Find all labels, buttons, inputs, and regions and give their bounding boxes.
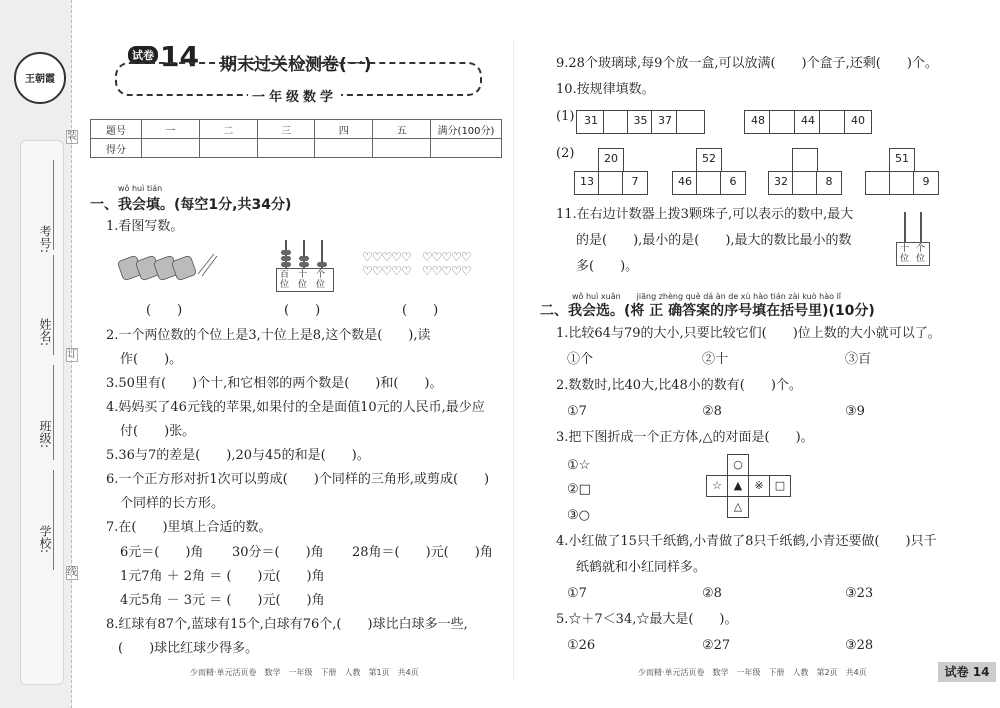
pattern-box: 37 — [651, 110, 679, 134]
score-input[interactable] — [142, 139, 200, 158]
q11-line3: 多( )。 — [576, 259, 639, 274]
subtitle: 一年级数学 — [248, 86, 341, 105]
score-row — [91, 139, 502, 158]
hearts-image: ♡♡♡♡♡ ♡♡♡♡♡ ♡♡♡♡♡ ♡♡♡♡♡ — [362, 250, 471, 278]
q5-text: 5.36与7的差是( ),20与45的和是( )。 — [106, 448, 370, 463]
logo-text: 王朝霞 — [25, 74, 55, 85]
score-input[interactable] — [257, 139, 315, 158]
exam-no-line — [53, 160, 54, 250]
exam-number: 14 — [160, 40, 199, 73]
s3-text: 3.把下图折成一个正方体,△的对面是( )。 — [556, 430, 814, 445]
net-cell: □ — [769, 475, 791, 497]
q7-item: 30分＝( )角 — [232, 545, 324, 560]
q7-item: 1元7角 ＋ 2角 ＝ ( )元( )角 — [120, 569, 325, 584]
s4-option[interactable]: ③23 — [845, 586, 874, 601]
s1-text: 1.比较64与79的大小,只要比较它们( )位上数的大小就可以了。 — [556, 326, 941, 341]
pattern-top: 51 — [889, 148, 915, 172]
section1-pinyin: wǒ huì tián — [118, 184, 163, 193]
score-cell: 题号 — [91, 120, 142, 139]
q7-item: 4元5角 － 3元 ＝ ( )元( )角 — [120, 593, 325, 608]
abacus-label: 个 — [316, 270, 326, 280]
pattern-box: 44 — [794, 110, 822, 134]
pattern-top: 20 — [598, 148, 624, 172]
q3-text: 3.50里有( )个十,和它相邻的两个数是( )和( )。 — [106, 376, 443, 391]
pattern-right: 9 — [913, 171, 939, 195]
score-input[interactable] — [315, 139, 373, 158]
score-input[interactable] — [431, 139, 502, 158]
q1-blank[interactable]: ( ) — [284, 303, 321, 318]
pattern-box[interactable] — [676, 110, 703, 134]
cut-mark-bot: 线 — [67, 567, 77, 578]
s3-option[interactable]: ①☆ — [567, 458, 591, 473]
section2-heading: 二、我会选。(将 正 确答案的序号填在括号里)(10分) — [540, 303, 875, 319]
q10-1-label: (1) — [556, 109, 575, 124]
score-cell: 二 — [199, 120, 257, 139]
pattern-box: 48 — [744, 110, 772, 134]
q11-line1: 11.在右边计数器上拨3颗珠子,可以表示的数中,最大 — [556, 207, 854, 222]
q4-line2: 付( )张。 — [120, 424, 196, 439]
class-label: 班级: — [38, 420, 52, 449]
stick-bundles-image — [118, 244, 218, 284]
s1-option[interactable]: ②十 — [702, 352, 729, 367]
s3-option[interactable]: ②□ — [567, 482, 591, 497]
s4-line1: 4.小红做了15只千纸鹤,小青做了8只千纸鹤,小青还要做( )只千 — [556, 534, 937, 549]
q7-text: 7.在( )里填上合适的数。 — [106, 520, 272, 535]
name-label: 姓名: — [38, 318, 52, 347]
s2-option[interactable]: ①7 — [567, 404, 587, 419]
pattern-left[interactable] — [865, 171, 891, 195]
pattern-right: 7 — [622, 171, 648, 195]
score-cell: 三 — [257, 120, 315, 139]
s4-option[interactable]: ②8 — [702, 586, 722, 601]
score-cell: 满分(100分) — [431, 120, 502, 139]
page-title: 期末过关检测卷(一) — [220, 55, 372, 75]
pattern-right: 8 — [816, 171, 842, 195]
pattern-top[interactable] — [792, 148, 818, 172]
dashed-cut-line — [71, 0, 72, 708]
score-header-row — [91, 120, 502, 139]
q4-line1: 4.妈妈买了46元钱的苹果,如果付的全是面值10元的人民币,最少应 — [106, 400, 485, 415]
student-info-panel — [20, 140, 64, 685]
s2-option[interactable]: ③9 — [845, 404, 865, 419]
net-cell: ☆ — [706, 475, 728, 497]
pattern-box: 31 — [576, 110, 606, 134]
pattern-box[interactable] — [819, 110, 847, 134]
net-cell: ○ — [727, 454, 749, 476]
pattern-mid[interactable] — [889, 171, 915, 195]
q2-line1: 2.一个两位数的个位上是3,十位上是8,这个数是( ),读 — [106, 328, 431, 343]
s4-option[interactable]: ①7 — [567, 586, 587, 601]
q1-blank[interactable]: ( ) — [146, 303, 183, 318]
q11-line2: 的是( ),最小的是( ),最大的数比最小的数 — [576, 233, 852, 248]
s5-text: 5.☆＋7＜34,☆最大是( )。 — [556, 612, 738, 627]
logo — [14, 52, 66, 104]
score-input[interactable] — [199, 139, 257, 158]
exam-tag: 试卷 14 — [938, 662, 996, 682]
q6-line2: 个同样的长方形。 — [120, 496, 225, 511]
pattern-box[interactable] — [700, 110, 705, 134]
score-input[interactable] — [373, 139, 431, 158]
q8-line2: ( )球比红球少得多。 — [118, 641, 259, 656]
net-cell: ※ — [748, 475, 770, 497]
abacus-place: 位 — [280, 280, 290, 290]
exam-no-label: 考号: — [38, 225, 52, 254]
section1-heading: 一、我会填。(每空1分,共34分) — [90, 197, 292, 213]
pattern-top: 52 — [696, 148, 722, 172]
q1-text: 1.看图写数。 — [106, 219, 184, 234]
q7-item: 6元＝( )角 — [120, 545, 204, 560]
pattern-box: 35 — [627, 110, 654, 134]
s5-option[interactable]: ②27 — [702, 638, 731, 653]
cut-mark-top: 装 — [67, 131, 77, 142]
counter-place: 位 — [900, 254, 910, 264]
net-cell: ▲ — [727, 475, 749, 497]
pattern-mid[interactable] — [696, 171, 722, 195]
school-line — [53, 470, 54, 570]
pattern-box[interactable] — [603, 110, 630, 134]
score-cell: 得分 — [91, 139, 142, 158]
exam-badge: 试卷 — [128, 46, 158, 64]
pattern-box[interactable] — [769, 110, 797, 134]
abacus-image — [276, 240, 332, 290]
class-line — [53, 365, 54, 460]
s2-option[interactable]: ②8 — [702, 404, 722, 419]
pattern-right: 6 — [720, 171, 746, 195]
s1-option[interactable]: ③百 — [845, 352, 872, 367]
section2-pinyin: wǒ huì xuǎn jiāng zhèng què dá àn de xù hào tián zài kuò hào lǐ — [572, 292, 842, 301]
score-cell: 五 — [373, 120, 431, 139]
score-cell: 一 — [142, 120, 200, 139]
q9-text: 9.28个玻璃球,每9个放一盒,可以放满( )个盒子,还剩( )个。 — [556, 56, 938, 71]
q7-item: 28角＝( )元( )角 — [352, 545, 493, 560]
abacus-label: 十 — [298, 270, 308, 280]
counter-image — [896, 212, 930, 266]
name-line — [53, 255, 54, 355]
pattern-mid[interactable] — [598, 171, 624, 195]
cut-mark-mid: 订 — [67, 349, 77, 360]
s3-option[interactable]: ③○ — [567, 508, 590, 523]
score-table — [90, 119, 502, 158]
pattern-left: 46 — [672, 171, 698, 195]
q2-line2: 作( )。 — [120, 352, 183, 367]
q1-blank[interactable]: ( ) — [402, 303, 439, 318]
counter-label: 十 — [900, 244, 910, 254]
footer-right: 少而精·单元活页卷 数学 一年级 下册 人教 第2页 共4页 — [638, 668, 867, 677]
s5-option[interactable]: ③28 — [845, 638, 874, 653]
pattern-left: 32 — [768, 171, 794, 195]
pattern-left: 13 — [574, 171, 600, 195]
q8-line1: 8.红球有87个,蓝球有15个,白球有76个,( )球比白球多一些, — [106, 617, 468, 632]
s2-text: 2.数数时,比40大,比48小的数有( )个。 — [556, 378, 802, 393]
school-label: 学校: — [38, 525, 52, 554]
abacus-place: 位 — [298, 280, 308, 290]
q6-line1: 6.一个正方形对折1次可以剪成( )个同样的三角形,或剪成( ) — [106, 472, 490, 487]
pattern-box: 40 — [844, 110, 872, 134]
s4-line2: 纸鹤就和小红同样多。 — [576, 560, 707, 575]
s5-option[interactable]: ①26 — [567, 638, 596, 653]
net-cell: △ — [727, 496, 749, 518]
q10-text: 10.按规律填数。 — [556, 82, 655, 97]
pattern-mid[interactable] — [792, 171, 818, 195]
footer-left: 少而精·单元活页卷 数学 一年级 下册 人教 第1页 共4页 — [190, 668, 419, 677]
counter-place: 位 — [916, 254, 926, 264]
s1-option[interactable]: ①个 — [567, 352, 594, 367]
counter-label: 个 — [916, 244, 926, 254]
q10-2-label: (2) — [556, 146, 575, 161]
score-cell: 四 — [315, 120, 373, 139]
abacus-place: 位 — [316, 280, 326, 290]
abacus-label: 百 — [280, 270, 290, 280]
page-divider — [513, 40, 514, 680]
